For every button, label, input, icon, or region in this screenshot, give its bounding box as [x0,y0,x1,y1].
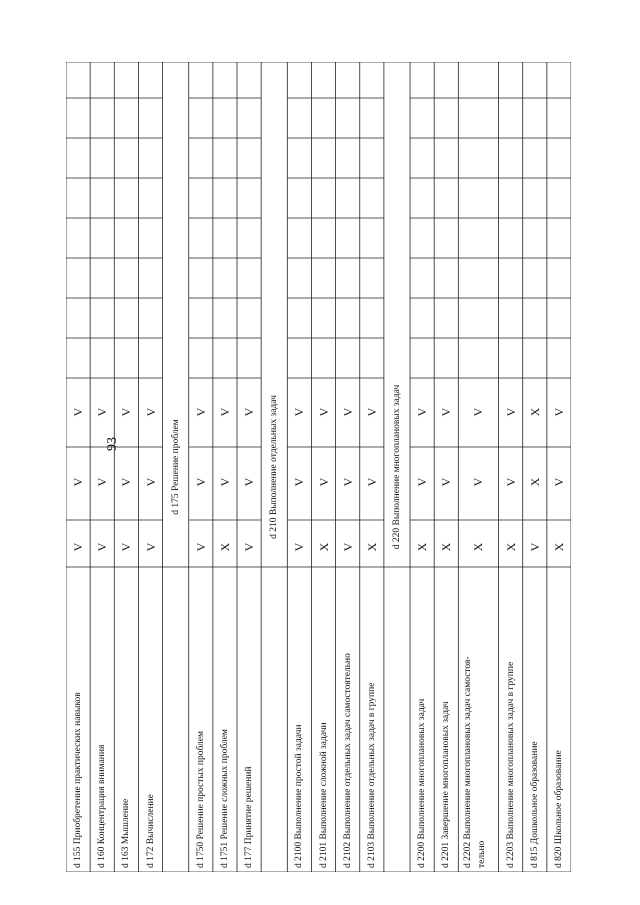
mark-cell: V [71,542,86,552]
page-number: 93 [105,437,120,451]
row-label: d 2202 Выполнение многоплановых задач самостоя- [463,656,474,868]
row-label: d 2201 Завершение многоплановых задач [441,701,452,868]
mark-cell: V [119,407,134,417]
mark-cell: V [292,407,307,417]
row-label: d 2100 Выполнение простой задачи [294,724,305,868]
mark-cell: X [471,542,486,552]
mark-cell: X [503,542,518,552]
mark-cell: V [503,477,518,487]
mark-cell: V [217,407,232,417]
mark-cell: V [551,407,566,417]
rotated-table [66,62,571,872]
mark-cell: X [364,542,379,552]
mark-cell: V [95,542,110,552]
mark-cell: V [242,542,257,552]
mark-cell: V [439,407,454,417]
mark-cell: V [95,477,110,487]
row-label: d 2102 Выполнение отдельных задач самостоятельно [342,653,353,868]
mark-cell: V [242,477,257,487]
row-label: d 155 Приобретение практических навыков [73,692,84,868]
row-label: d 163 Мышление [121,798,132,868]
mark-cell: X [527,407,542,417]
section-header: d 220 Выполнение многоплановых задач [391,384,402,550]
mark-cell: X [217,542,232,552]
mark-cell: V [193,477,208,487]
mark-cell: V [193,542,208,552]
mark-cell: X [551,542,566,552]
row-label: d 2203 Выполнение многоплановых задач в группе [505,661,516,868]
mark-cell: V [340,407,355,417]
row-label: d 172 Вычисление [145,794,156,868]
mark-cell: V [292,477,307,487]
row-label: d 2200 Выполнение многоплановых задач [417,698,428,868]
mark-cell: V [71,477,86,487]
mark-cell: X [439,542,454,552]
mark-cell: V [340,477,355,487]
mark-cell: V [292,542,307,552]
mark-cell: V [364,477,379,487]
row-label: d 2103 Выполнение отдельных задач в группе [366,682,377,868]
mark-cell: V [193,407,208,417]
row-label: d 2101 Выполнение сложной задачи [318,722,329,868]
mark-cell: X [415,542,430,552]
mark-cell: V [217,477,232,487]
mark-cell: V [503,407,518,417]
mark-cell: V [340,542,355,552]
mark-cell: V [119,477,134,487]
mark-cell: V [143,477,158,487]
row-label: d 815 Дошкольное образование [529,741,540,868]
mark-cell: V [527,542,542,552]
row-label: d 177 Принятие решений [244,766,255,868]
mark-cell: X [527,477,542,487]
section-header: d 175 Решение проблем [170,419,181,515]
mark-cell: V [95,407,110,417]
mark-cell: V [143,542,158,552]
row-label: d 1750 Решение простых проблем [195,730,206,868]
mark-cell: V [364,407,379,417]
mark-cell: V [316,477,331,487]
row-label: d 160 Концентрация внимания [97,744,108,868]
mark-cell: X [316,542,331,552]
mark-cell: V [415,477,430,487]
mark-cell: V [415,407,430,417]
row-label: d 1751 Решение сложных проблем [219,729,230,868]
mark-cell: V [471,477,486,487]
mark-cell: V [71,407,86,417]
mark-cell: V [439,477,454,487]
section-header: d 210 Выполнение отдельных задач [269,395,280,539]
mark-cell: V [471,407,486,417]
mark-cell: V [316,407,331,417]
mark-cell: V [119,542,134,552]
row-label-continuation: тельно [477,840,488,868]
mark-cell: V [143,407,158,417]
row-label: d 820 Школьное образование [553,750,564,868]
mark-cell: V [242,407,257,417]
mark-cell: V [551,477,566,487]
